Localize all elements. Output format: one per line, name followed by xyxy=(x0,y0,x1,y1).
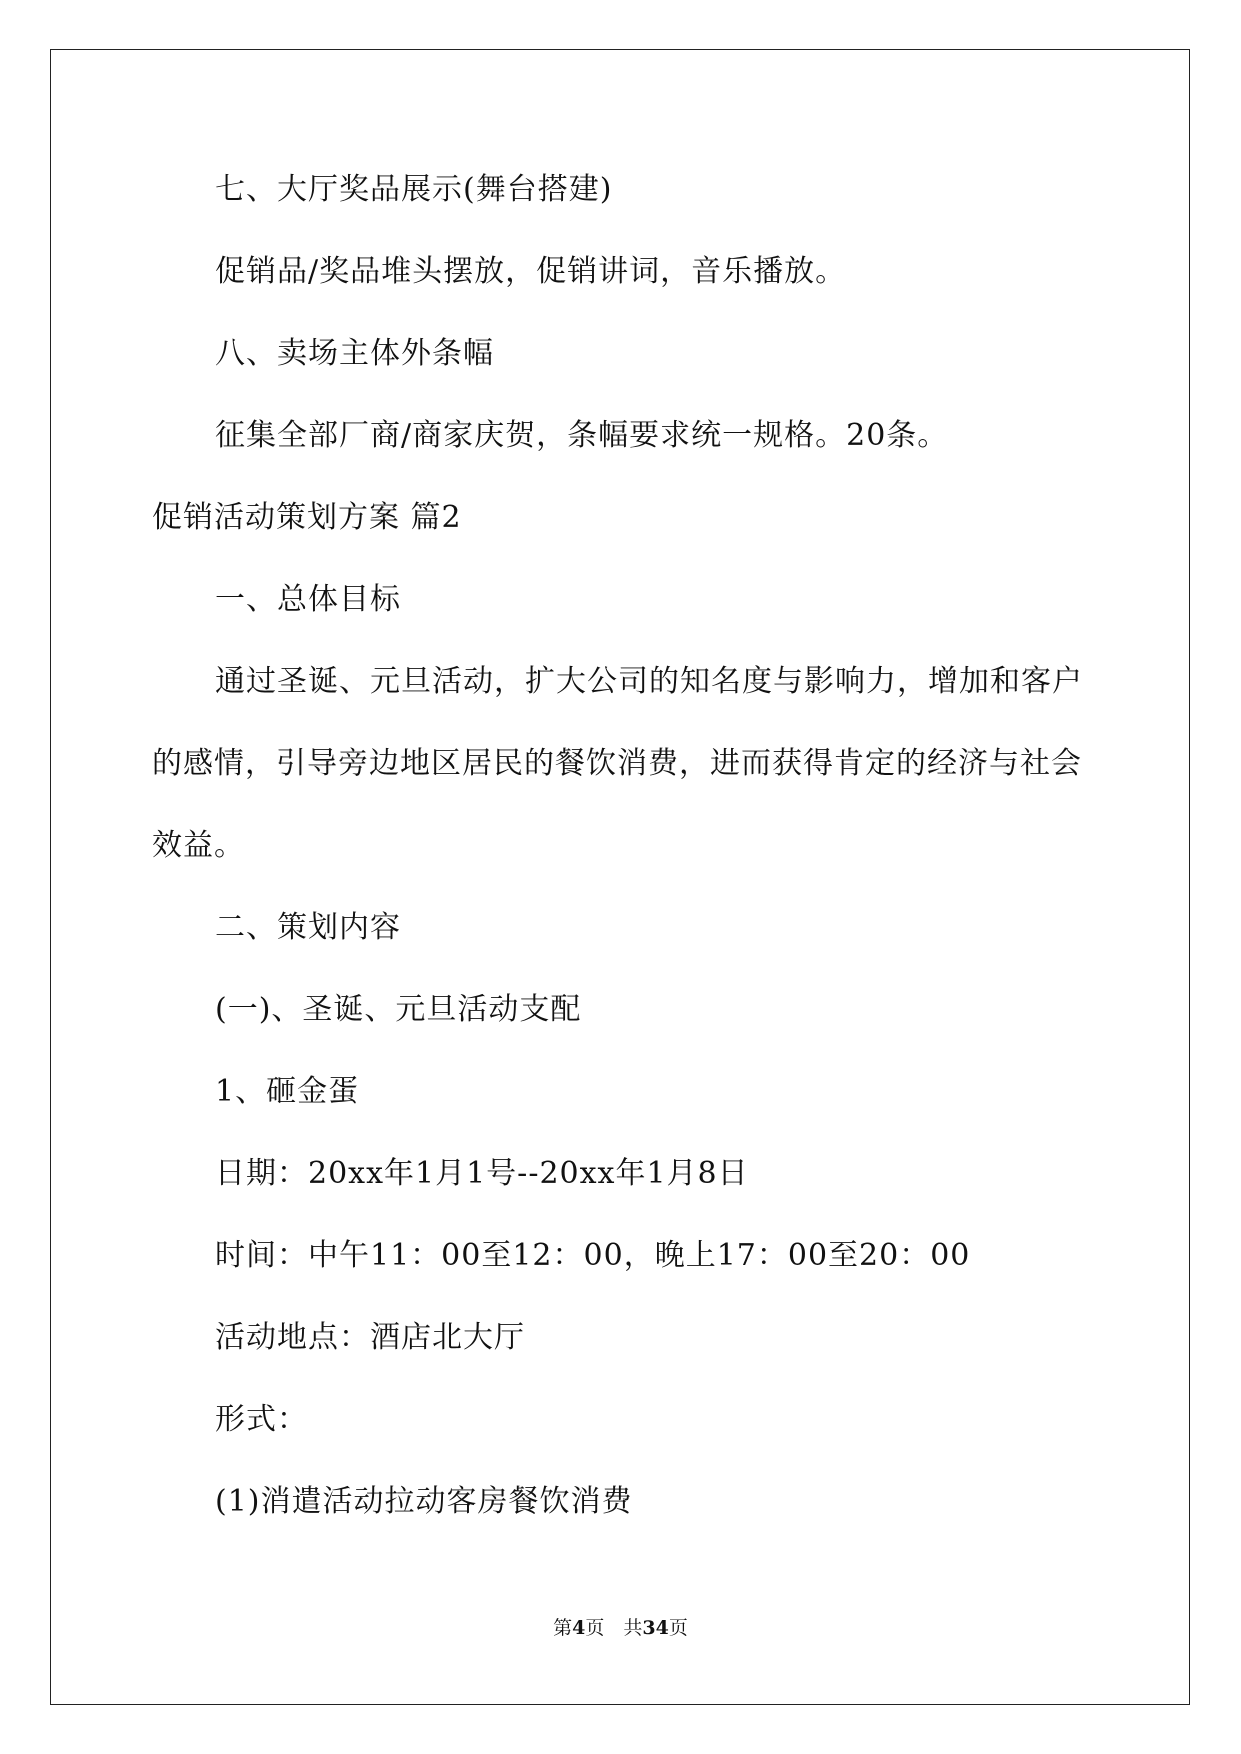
paragraph-line: 的感情，引导旁边地区居民的餐饮消费，进而获得肯定的经济与社会 xyxy=(152,746,1082,781)
footer-suffix: 页 xyxy=(668,1617,688,1639)
page-border xyxy=(50,49,1190,1705)
footer-middle: 页 共 xyxy=(585,1617,643,1639)
location-line: 活动地点：酒店北大厅 xyxy=(215,1320,525,1355)
paragraph: 征集全部厂商/商家庆贺，条幅要求统一规格。20条。 xyxy=(215,418,949,453)
paragraph-line: 通过圣诞、元旦活动，扩大公司的知名度与影响力，增加和客户 xyxy=(215,664,1083,699)
list-item: (1)消遣活动拉动客房餐饮消费 xyxy=(215,1484,633,1519)
page-total: 34 xyxy=(642,1617,669,1639)
paragraph: 促销品/奖品堆头摆放，促销讲词，音乐播放。 xyxy=(215,254,847,289)
section-heading-2: 二、策划内容 xyxy=(215,910,401,945)
section-heading-8: 八、卖场主体外条幅 xyxy=(215,336,494,371)
document-title: 促销活动策划方案 篇2 xyxy=(152,500,462,535)
item-heading: 1、砸金蛋 xyxy=(215,1074,360,1109)
form-label: 形式： xyxy=(215,1402,308,1437)
footer-prefix: 第 xyxy=(553,1617,573,1639)
section-heading-1: 一、总体目标 xyxy=(215,582,401,617)
date-line: 日期：20xx年1月1号--20xx年1月8日 xyxy=(215,1156,749,1191)
subsection-heading: (一)、圣诞、元旦活动支配 xyxy=(215,992,582,1027)
time-line: 时间：中午11：00至12：00，晚上17：00至20：00 xyxy=(215,1238,971,1273)
page-footer xyxy=(0,1616,1241,1640)
paragraph-line: 效益。 xyxy=(152,828,245,863)
section-heading-7: 七、大厅奖品展示(舞台搭建) xyxy=(215,172,613,207)
page-number: 4 xyxy=(572,1617,586,1639)
